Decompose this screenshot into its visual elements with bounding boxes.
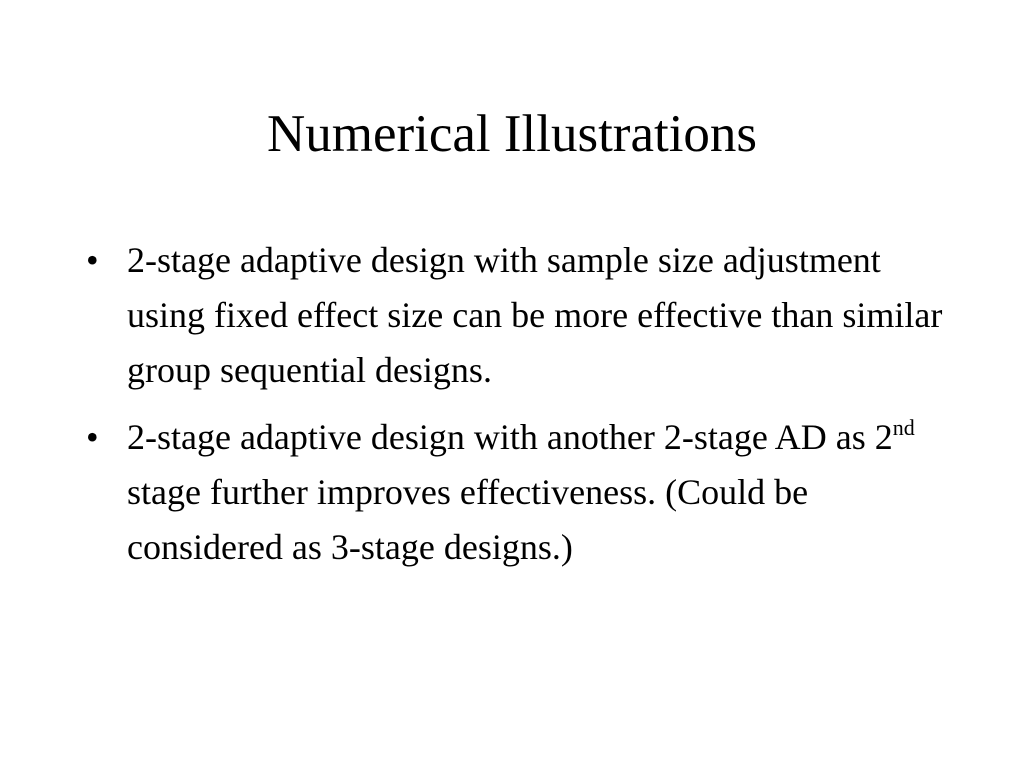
bullet-icon: • <box>86 417 99 457</box>
bullet-text-2-end: stage further improves effectiveness. (Could be considered as 3-stage designs.) <box>127 472 809 567</box>
bullet-list <box>80 233 960 587</box>
slide-title: Numerical Illustrations <box>266 105 758 163</box>
bullet-text-1: 2-stage adaptive design with sample size adjustment using fixed effect size can be more effective than similar group sequential designs. <box>127 240 943 390</box>
bullet-item-1 <box>80 233 960 398</box>
bullet-text-2-start: 2-stage adaptive design with another 2-stage AD as 2 <box>127 417 893 457</box>
ordinal-superscript: nd <box>892 415 915 440</box>
bullet-icon: • <box>86 240 99 280</box>
bullet-item-2 <box>80 410 960 575</box>
